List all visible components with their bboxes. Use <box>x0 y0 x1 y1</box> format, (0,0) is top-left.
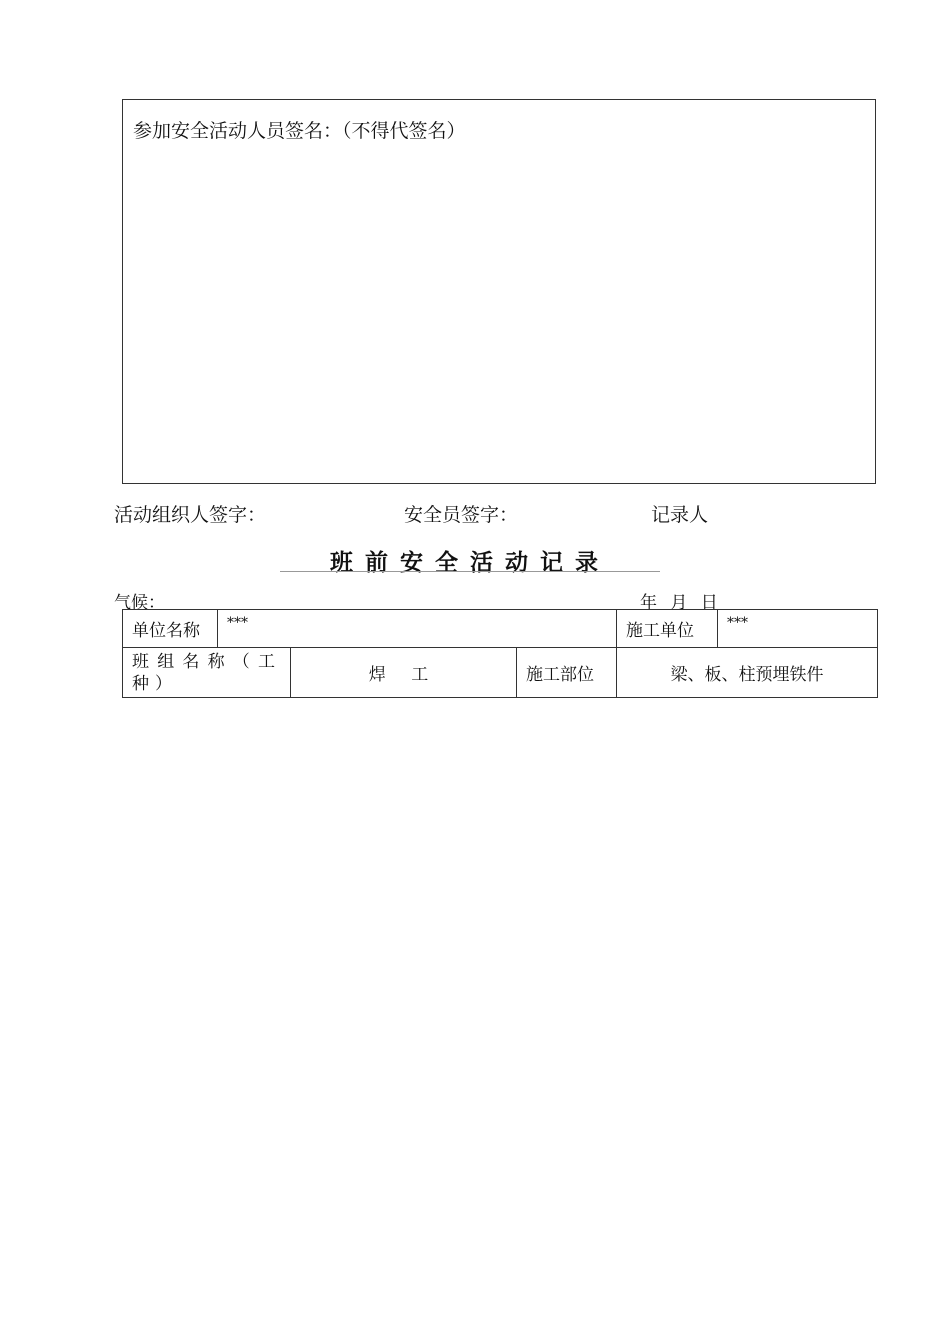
construction-part-label: 施工部位 <box>517 648 617 698</box>
record-table <box>122 609 878 698</box>
construction-unit-label: 施工单位 <box>617 610 718 648</box>
title-underline <box>280 571 660 572</box>
organizer-signature-label: 活动组织人签字： <box>114 504 267 526</box>
construction-part-value[interactable]: 梁、板、柱预埋铁件 <box>617 648 878 698</box>
construction-unit-value[interactable]: *** <box>718 610 878 648</box>
team-name-value[interactable]: 焊 工 <box>291 648 517 698</box>
table-row <box>123 610 878 648</box>
table-row <box>123 648 878 698</box>
unit-name-value[interactable]: *** <box>218 610 617 648</box>
page-title: 班前安全活动记录 <box>330 549 610 576</box>
safety-officer-signature-label: 安全员签字： <box>404 504 519 526</box>
weather-label: 气候： <box>114 593 165 613</box>
team-name-label: 班组名称（工种） <box>123 648 291 698</box>
recorder-label: 记录人 <box>651 504 709 526</box>
participant-signature-label: 参加安全活动人员签名：（不得代签名） <box>133 120 466 142</box>
date-label: 年 月 日 <box>640 593 718 613</box>
unit-name-label: 单位名称 <box>123 610 218 648</box>
participant-signature-box[interactable] <box>122 99 876 484</box>
